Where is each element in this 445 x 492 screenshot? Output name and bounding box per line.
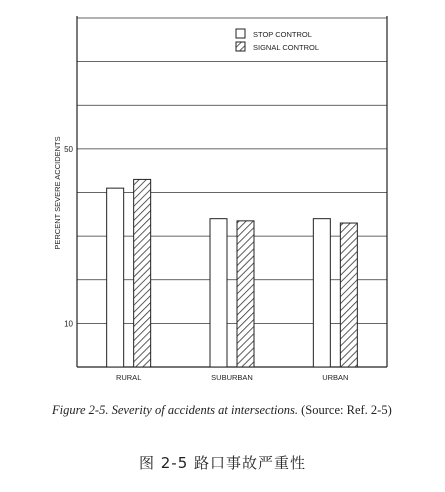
bar-suburban-stop bbox=[210, 219, 227, 367]
figure-caption bbox=[52, 402, 412, 418]
y-axis-label: PERCENT SEVERE ACCIDENTS bbox=[53, 136, 62, 250]
y-tick-labels bbox=[64, 145, 73, 329]
category-labels bbox=[116, 373, 349, 382]
legend bbox=[236, 29, 319, 52]
bar-urban-stop bbox=[313, 219, 330, 367]
legend-swatch bbox=[236, 29, 245, 38]
bar-urban-signal bbox=[340, 223, 357, 367]
caption-source: (Source: Ref. 2-5) bbox=[301, 403, 392, 417]
category-label: SUBURBAN bbox=[211, 373, 253, 382]
legend-swatch bbox=[236, 42, 245, 51]
bar-rural-stop bbox=[107, 188, 124, 367]
chinese-caption: 图 2-5 路口事故严重性 bbox=[138, 454, 307, 472]
caption-text: Figure 2-5. Severity of accidents at intersections. bbox=[52, 403, 299, 417]
y-tick-label: 10 bbox=[64, 319, 73, 329]
y-tick-label: 50 bbox=[64, 144, 73, 154]
legend-label: STOP CONTROL bbox=[253, 30, 312, 39]
legend-label: SIGNAL CONTROL bbox=[253, 43, 319, 52]
category-label: URBAN bbox=[322, 373, 349, 382]
bars bbox=[107, 179, 358, 367]
category-label: RURAL bbox=[115, 373, 142, 382]
bar-suburban-signal bbox=[237, 221, 254, 367]
bar-rural-signal bbox=[134, 179, 151, 367]
